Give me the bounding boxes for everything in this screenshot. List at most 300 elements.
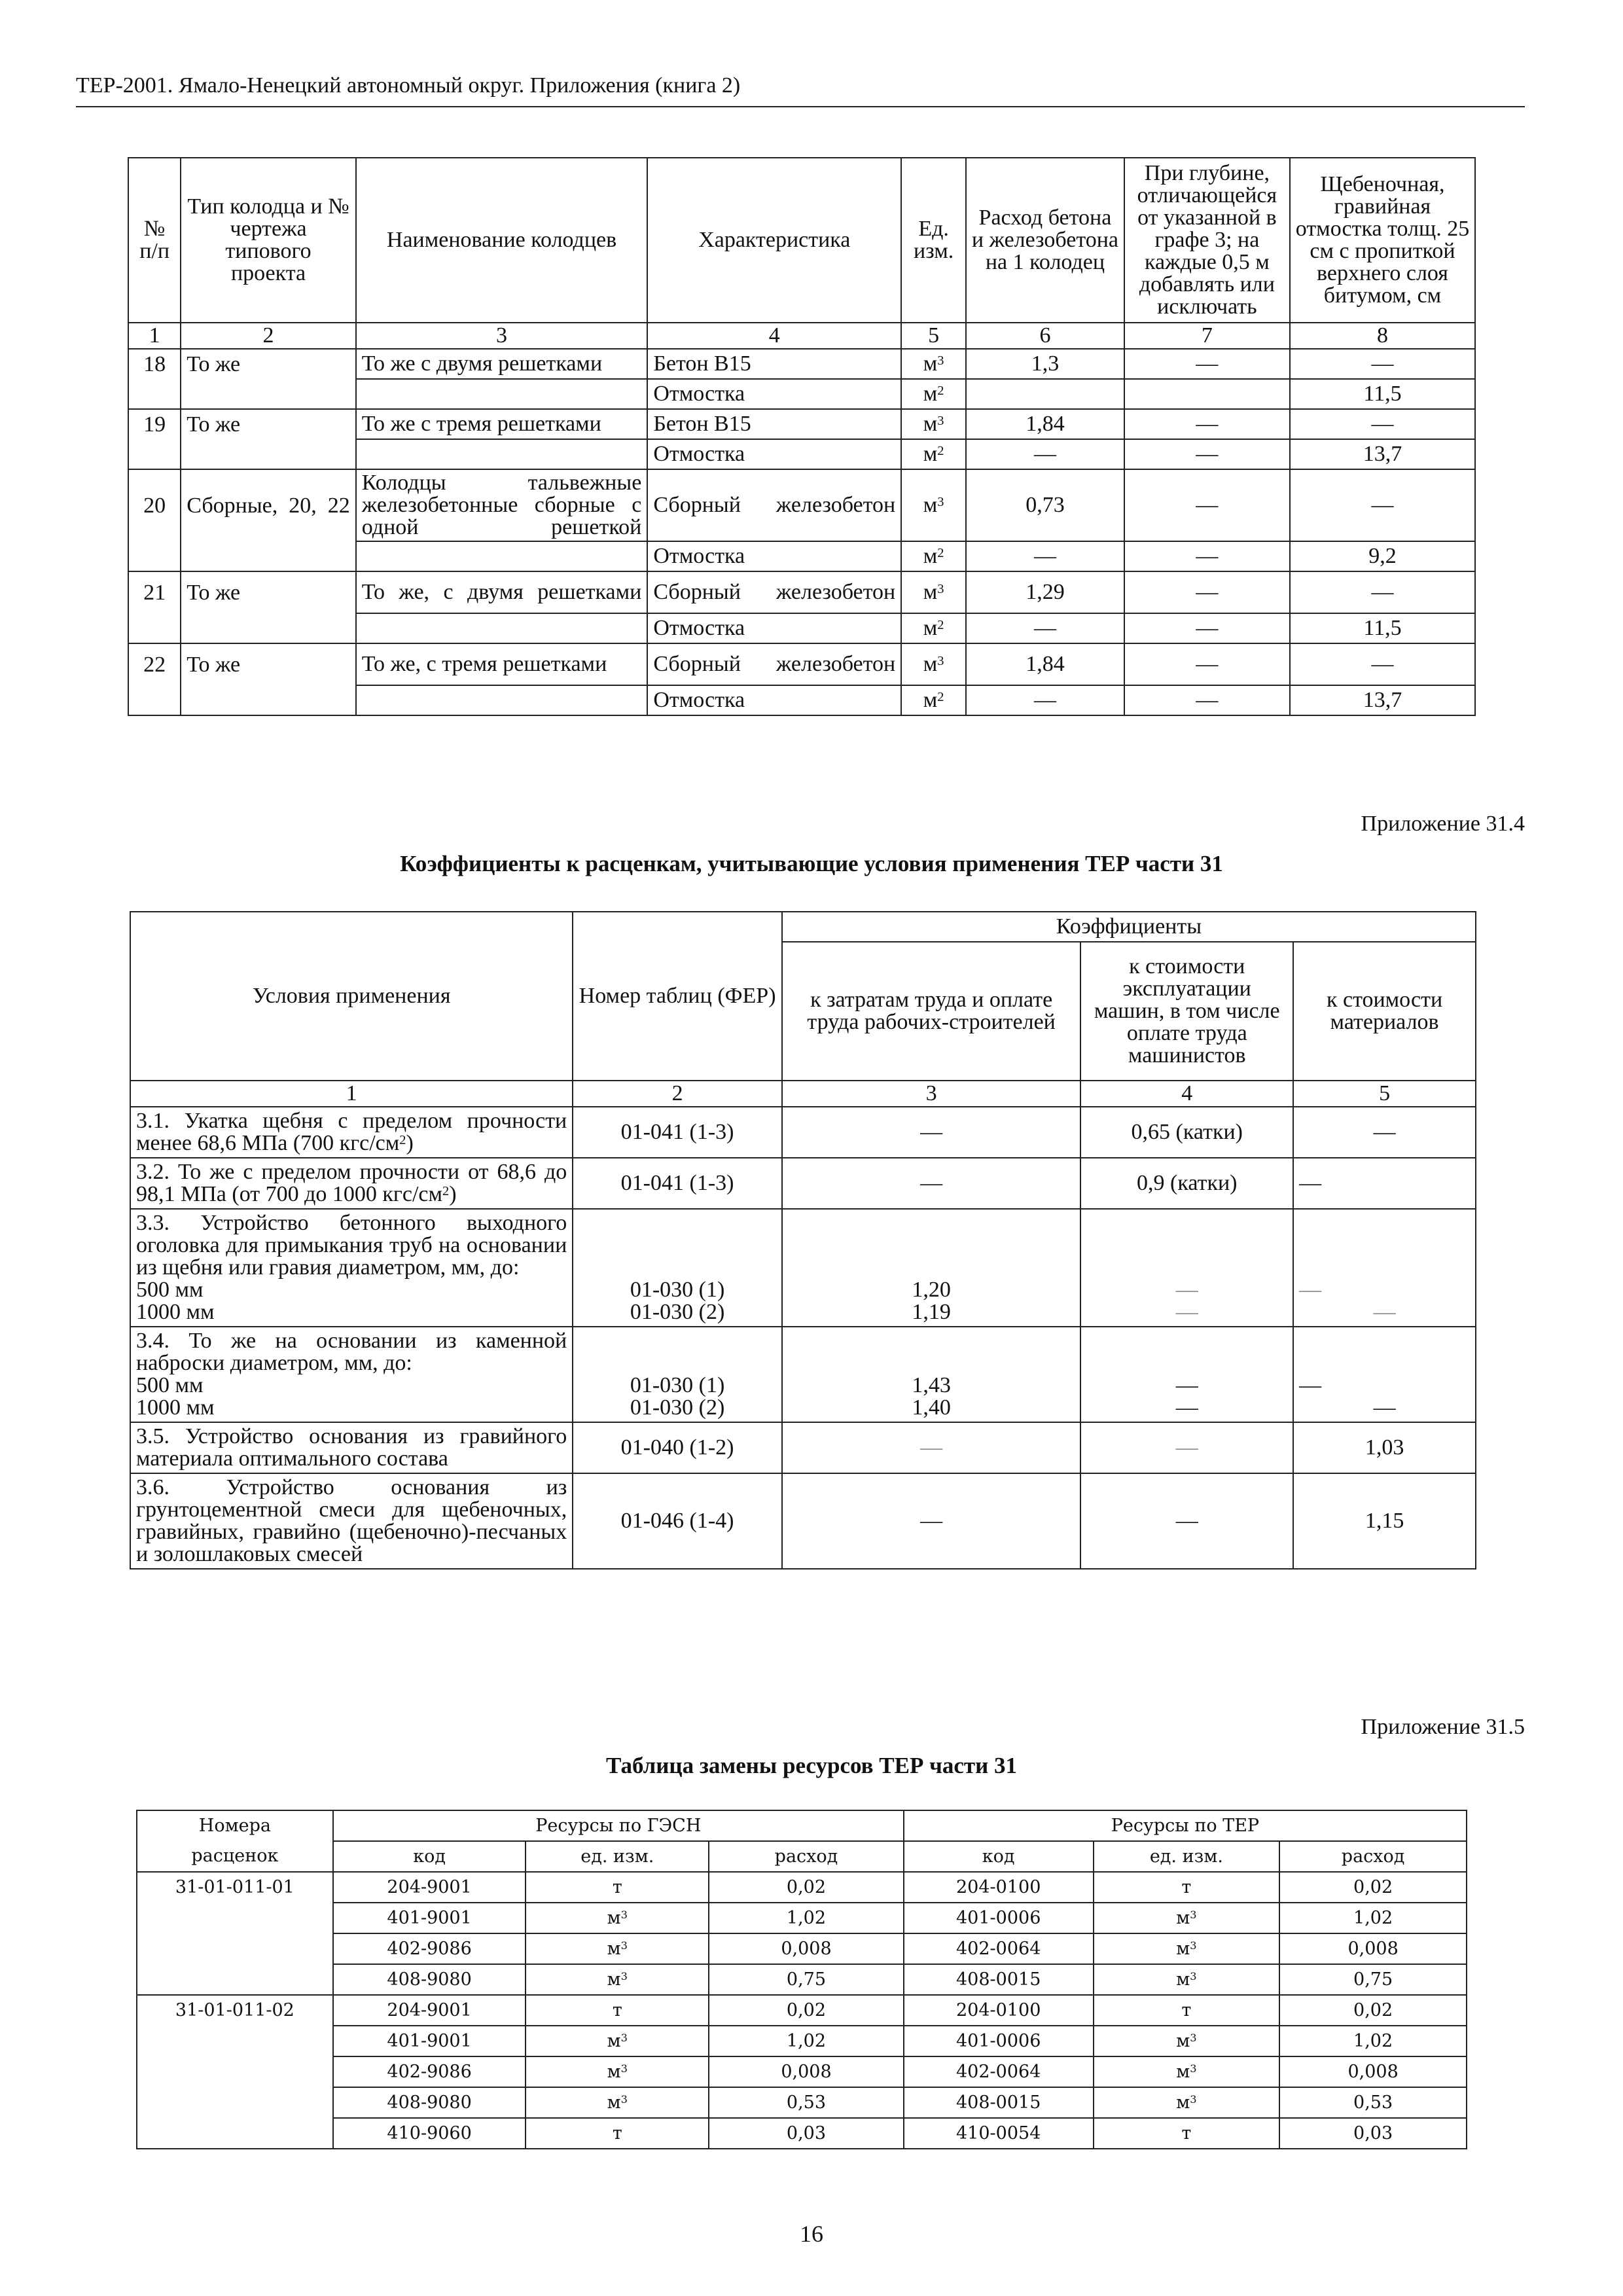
table-row — [137, 2087, 1467, 2118]
rate-number-empty — [137, 1964, 333, 1995]
t1-n4: 4 — [647, 323, 901, 349]
ter-unit — [1094, 1995, 1280, 2026]
row-number: 20 — [128, 469, 181, 541]
table-row — [128, 439, 1475, 469]
t1-n2: 2 — [181, 323, 356, 349]
t3-h-gesn: Ресурсы по ГЭСН — [333, 1810, 904, 1841]
unit-text: м — [923, 544, 938, 568]
page-number: 16 — [800, 2221, 823, 2247]
gesn-consumption: 0,02 — [709, 1995, 904, 2026]
appendix-31-4-title: Коэффициенты к расценкам, учитывающие условия применения ТЕР части 31 — [400, 851, 1223, 876]
coef-table — [573, 1327, 782, 1422]
gesn-consumption: 0,008 — [709, 2056, 904, 2087]
sub-value: — — [1299, 1373, 1322, 1397]
depth-adjustment: — — [1124, 613, 1290, 643]
depth-adjustment: — — [1124, 571, 1290, 613]
table3-body — [137, 1872, 1467, 2149]
characteristic: Отмостка — [647, 685, 901, 715]
running-header: ТЕР-2001. Ямало-Ненецкий автономный округ. Приложения (книга 2) — [76, 73, 741, 98]
sub-value: 01-030 (1) — [630, 1373, 725, 1397]
sub-value: 01-030 (2) — [630, 1300, 725, 1324]
table-row — [130, 1473, 1476, 1569]
well-type: То же — [181, 409, 356, 439]
unit — [901, 571, 966, 613]
condition-end: ) — [406, 1131, 414, 1155]
table-row — [128, 541, 1475, 571]
condition-sub: 1000 мм — [136, 1300, 215, 1324]
gesn-unit — [526, 1995, 709, 2026]
gesn-consumption: 0,02 — [709, 1872, 904, 1903]
t1-h-name: Наименование колодцев — [356, 158, 648, 323]
coef-table: 01-041 (1-3) — [573, 1158, 782, 1209]
unit — [901, 685, 966, 715]
depth-adjustment: — — [1124, 541, 1290, 571]
coef-labor: — — [782, 1422, 1080, 1473]
ter-code: 408-0015 — [904, 1964, 1094, 1995]
t3-h-ter: Ресурсы по ТЕР — [904, 1810, 1467, 1841]
unit-exponent: 3 — [937, 353, 944, 368]
gravel-blind-area: 9,2 — [1290, 541, 1475, 571]
coef-labor — [782, 1209, 1080, 1327]
unit-text: т — [612, 2123, 622, 2144]
unit-exponent: 3 — [1190, 2032, 1197, 2045]
table-row — [128, 349, 1475, 379]
sub-value: — — [1175, 1278, 1198, 1302]
table-row — [130, 1107, 1476, 1158]
well-name: Колодцы тальвежные железобетонные сборные с одной решеткой — [356, 469, 648, 541]
t1-n1: 1 — [128, 323, 181, 349]
concrete-consumption: — — [966, 613, 1124, 643]
t1-h-type: Тип колодца и № чертежа типового проекта — [181, 158, 356, 323]
t1-h-char: Характеристика — [647, 158, 901, 323]
table2-body — [130, 1107, 1476, 1569]
gravel-blind-area: 13,7 — [1290, 439, 1475, 469]
gesn-code: 204-9001 — [333, 1995, 526, 2026]
ter-code: 410-0054 — [904, 2118, 1094, 2149]
gesn-unit — [526, 1872, 709, 1903]
unit-exponent: 2 — [937, 617, 944, 632]
unit — [901, 541, 966, 571]
condition — [130, 1422, 573, 1473]
t2-n3: 3 — [782, 1081, 1080, 1107]
rate-number-empty — [137, 2118, 333, 2149]
ter-code: 401-0006 — [904, 1903, 1094, 1933]
t1-h-unit: Ед. изм. — [901, 158, 966, 323]
unit-text: м — [923, 493, 938, 517]
coef-materials: 1,15 — [1293, 1473, 1476, 1569]
condition — [130, 1327, 573, 1422]
gesn-code: 204-9001 — [333, 1872, 526, 1903]
coef-labor — [782, 1327, 1080, 1422]
condition-text: 3.6. Устройство основания из грунтоцементной смеси для щебеночных, гравийных, гравийно (щебеночно)-песчаных и золошлаковых смесей — [136, 1475, 567, 1566]
gravel-blind-area: — — [1290, 643, 1475, 685]
depth-adjustment: — — [1124, 469, 1290, 541]
well-name-empty — [356, 379, 648, 409]
t2-n4: 4 — [1080, 1081, 1293, 1107]
gesn-code: 401-9001 — [333, 1903, 526, 1933]
gesn-code: 402-9086 — [333, 2056, 526, 2087]
row-number-empty — [128, 379, 181, 409]
unit-text: м — [607, 1938, 621, 1959]
gravel-blind-area: — — [1290, 571, 1475, 613]
rate-number-empty — [137, 1903, 333, 1933]
unit — [901, 349, 966, 379]
unit-exponent: 3 — [937, 581, 944, 596]
rate-number: 31-01-011-01 — [137, 1872, 333, 1903]
t3-h-gesn-unit: ед. изм. — [526, 1841, 709, 1872]
coef-table: 01-041 (1-3) — [573, 1107, 782, 1158]
unit-exponent: 3 — [1190, 1970, 1197, 1983]
row-number: 18 — [128, 349, 181, 379]
well-type: То же — [181, 643, 356, 685]
ter-consumption: 0,03 — [1279, 2118, 1467, 2149]
sub-value: — — [1373, 1300, 1396, 1324]
sub-value: — — [1175, 1395, 1198, 1420]
unit — [901, 643, 966, 685]
table-row — [128, 571, 1475, 613]
gesn-code: 410-9060 — [333, 2118, 526, 2149]
unit-exponent: 2 — [937, 545, 944, 560]
unit — [901, 613, 966, 643]
table-row — [137, 2056, 1467, 2087]
table-row — [137, 1933, 1467, 1964]
gravel-blind-area: — — [1290, 349, 1475, 379]
well-name: То же с тремя решетками — [356, 409, 648, 439]
table-row — [130, 1422, 1476, 1473]
t2-h-materials: к стоимости материалов — [1293, 942, 1476, 1081]
condition-exponent: 2 — [442, 1183, 450, 1198]
gesn-code: 408-9080 — [333, 2087, 526, 2118]
well-type: То же — [181, 349, 356, 379]
ter-code: 402-0064 — [904, 2056, 1094, 2087]
coef-materials: 1,03 — [1293, 1422, 1476, 1473]
gesn-unit — [526, 2087, 709, 2118]
table-row — [128, 469, 1475, 541]
coef-materials: — — [1293, 1158, 1476, 1209]
table-row — [137, 1903, 1467, 1933]
sub-value: 01-030 (2) — [630, 1395, 725, 1420]
condition-text: 3.3. Устройство бетонного выходного оголовка для примыкания труб на основании из щебня или гравия диаметром, мм, до: — [136, 1211, 567, 1280]
t3-h-ter-code: код — [904, 1841, 1094, 1872]
coefficients-table — [130, 911, 1476, 1570]
t3-h-gesn-cons: расход — [709, 1841, 904, 1872]
concrete-consumption: — — [966, 439, 1124, 469]
unit-exponent: 2 — [937, 689, 944, 704]
row-number: 21 — [128, 571, 181, 613]
coef-machines: — — [1080, 1473, 1293, 1569]
unit-text: т — [1181, 2000, 1192, 2020]
characteristic: Бетон В15 — [647, 409, 901, 439]
well-name-empty — [356, 613, 648, 643]
gravel-blind-area: 11,5 — [1290, 379, 1475, 409]
row-number-empty — [128, 541, 181, 571]
depth-adjustment: — — [1124, 643, 1290, 685]
sub-value: — — [1373, 1395, 1396, 1420]
ter-unit — [1094, 2056, 1280, 2087]
wells-table — [128, 157, 1476, 716]
t2-h-coefficients: Коэффициенты — [782, 912, 1476, 942]
unit-exponent: 3 — [620, 1970, 628, 1983]
coef-materials — [1293, 1209, 1476, 1327]
coef-table: 01-046 (1-4) — [573, 1473, 782, 1569]
ter-unit — [1094, 2026, 1280, 2056]
unit-exponent: 2 — [937, 383, 944, 398]
unit-exponent: 3 — [1190, 2093, 1197, 2106]
rate-number-empty — [137, 2087, 333, 2118]
header-rule — [76, 106, 1525, 107]
ter-code: 204-0100 — [904, 1872, 1094, 1903]
gesn-code: 402-9086 — [333, 1933, 526, 1964]
unit-exponent: 3 — [937, 494, 944, 509]
concrete-consumption — [966, 379, 1124, 409]
ter-consumption: 0,008 — [1279, 1933, 1467, 1964]
condition-text: 3.1. Укатка щебня с пределом прочности менее 68,6 МПа (700 кгс/см — [136, 1109, 567, 1155]
gesn-consumption: 0,03 — [709, 2118, 904, 2149]
coef-machines — [1080, 1327, 1293, 1422]
t3-h-ter-cons: расход — [1279, 1841, 1467, 1872]
ter-consumption: 0,02 — [1279, 1872, 1467, 1903]
depth-adjustment — [1124, 379, 1290, 409]
ter-unit — [1094, 1964, 1280, 1995]
well-type-empty — [181, 613, 356, 643]
gesn-unit — [526, 2056, 709, 2087]
gesn-unit — [526, 2026, 709, 2056]
table-row — [137, 2118, 1467, 2149]
unit-exponent: 3 — [1190, 2062, 1197, 2075]
characteristic: Сборный железобетон — [647, 571, 901, 613]
unit-text: м — [923, 382, 938, 406]
ter-consumption: 0,008 — [1279, 2056, 1467, 2087]
ter-unit — [1094, 2118, 1280, 2149]
depth-adjustment: — — [1124, 685, 1290, 715]
unit-text: м — [1176, 1969, 1190, 1990]
depth-adjustment: — — [1124, 349, 1290, 379]
t2-h-machines: к стоимости эксплуатации машин, в том числе оплате труда машинистов — [1080, 942, 1293, 1081]
rate-number-empty — [137, 1933, 333, 1964]
appendix-31-4-label: Приложение 31.4 — [1361, 812, 1525, 836]
unit-text: т — [612, 2000, 622, 2020]
unit — [901, 379, 966, 409]
unit-text: м — [607, 2092, 621, 2113]
ter-consumption: 0,53 — [1279, 2087, 1467, 2118]
row-number-empty — [128, 613, 181, 643]
sub-value: 1,40 — [912, 1395, 951, 1420]
gesn-unit — [526, 1903, 709, 1933]
ter-code: 401-0006 — [904, 2026, 1094, 2056]
unit-text: м — [923, 652, 938, 676]
unit-text: м — [1176, 2061, 1190, 2082]
table-row — [128, 409, 1475, 439]
well-type-empty — [181, 685, 356, 715]
t1-n7: 7 — [1124, 323, 1290, 349]
unit — [901, 439, 966, 469]
table-row — [130, 1209, 1476, 1327]
ter-unit — [1094, 2087, 1280, 2118]
sub-value: 1,19 — [912, 1300, 951, 1324]
well-type-empty — [181, 541, 356, 571]
t1-h-gravel: Щебеночная, гравийная отмостка толщ. 25 см с пропиткой верхнего слоя битумом, см — [1290, 158, 1475, 323]
t1-n5: 5 — [901, 323, 966, 349]
unit-exponent: 3 — [1190, 1909, 1197, 1922]
gravel-blind-area: 11,5 — [1290, 613, 1475, 643]
condition — [130, 1107, 573, 1158]
row-number: 19 — [128, 409, 181, 439]
coef-table: 01-040 (1-2) — [573, 1422, 782, 1473]
unit-exponent: 2 — [937, 443, 944, 458]
ter-code: 402-0064 — [904, 1933, 1094, 1964]
concrete-consumption: — — [966, 541, 1124, 571]
gesn-consumption: 0,008 — [709, 1933, 904, 1964]
unit-text: м — [923, 412, 938, 436]
table-row — [128, 613, 1475, 643]
unit-exponent: 3 — [620, 2062, 628, 2075]
well-type-empty — [181, 439, 356, 469]
gesn-consumption: 0,75 — [709, 1964, 904, 1995]
sub-value: 01-030 (1) — [630, 1278, 725, 1302]
condition-sub: 500 мм — [136, 1278, 204, 1302]
appendix-31-5-title: Таблица замены ресурсов ТЕР части 31 — [606, 1753, 1017, 1778]
unit-text: т — [1181, 2123, 1192, 2144]
table-row — [137, 1964, 1467, 1995]
condition-text: 3.2. То же с пределом прочности от 68,6 до 98,1 МПа (от 700 до 1000 кгс/см — [136, 1160, 567, 1206]
unit-text: м — [923, 580, 938, 604]
table-row — [137, 1995, 1467, 2026]
unit-text: м — [923, 442, 938, 466]
characteristic: Отмостка — [647, 439, 901, 469]
ter-code: 408-0015 — [904, 2087, 1094, 2118]
concrete-consumption: — — [966, 685, 1124, 715]
t2-h-tables: Номер таблиц (ФЕР) — [573, 912, 782, 1081]
gravel-blind-area: 13,7 — [1290, 685, 1475, 715]
unit-text: т — [612, 1876, 622, 1897]
t2-h-conditions: Условия применения — [130, 912, 573, 1081]
condition — [130, 1158, 573, 1209]
well-name-empty — [356, 439, 648, 469]
unit-text: м — [607, 1907, 621, 1928]
condition — [130, 1209, 573, 1327]
concrete-consumption: 1,84 — [966, 643, 1124, 685]
rate-number-empty — [137, 2056, 333, 2087]
gesn-consumption: 0,53 — [709, 2087, 904, 2118]
gesn-unit — [526, 2118, 709, 2149]
ter-unit — [1094, 1872, 1280, 1903]
table-row — [137, 2026, 1467, 2056]
coef-machines: 0,9 (катки) — [1080, 1158, 1293, 1209]
well-type: То же — [181, 571, 356, 613]
gravel-blind-area: — — [1290, 469, 1475, 541]
gravel-blind-area: — — [1290, 409, 1475, 439]
unit-text: м — [923, 616, 938, 640]
table1-number-row — [128, 323, 1475, 349]
ter-code: 204-0100 — [904, 1995, 1094, 2026]
concrete-consumption: 1,84 — [966, 409, 1124, 439]
sub-value: — — [1175, 1300, 1198, 1324]
characteristic: Отмостка — [647, 379, 901, 409]
unit-text: м — [1176, 1907, 1190, 1928]
table-row — [130, 1327, 1476, 1422]
coef-labor: — — [782, 1158, 1080, 1209]
sub-value: 1,20 — [912, 1278, 951, 1302]
row-number-empty — [128, 685, 181, 715]
table-row — [128, 685, 1475, 715]
condition-sub: 1000 мм — [136, 1395, 215, 1420]
unit-text: м — [923, 688, 938, 712]
table1-header-row — [128, 158, 1475, 323]
unit-exponent: 3 — [620, 2093, 628, 2106]
characteristic: Сборный железобетон — [647, 643, 901, 685]
gesn-unit — [526, 1964, 709, 1995]
t2-n1: 1 — [130, 1081, 573, 1107]
coef-machines: — — [1080, 1422, 1293, 1473]
well-type: Сборные, 20, 22 — [181, 469, 356, 541]
table-row — [130, 1158, 1476, 1209]
characteristic: Отмостка — [647, 541, 901, 571]
coef-machines: 0,65 (катки) — [1080, 1107, 1293, 1158]
gesn-consumption: 1,02 — [709, 1903, 904, 1933]
row-number: 22 — [128, 643, 181, 685]
gesn-code: 408-9080 — [333, 1964, 526, 1995]
table-row — [128, 643, 1475, 685]
t1-n6: 6 — [966, 323, 1124, 349]
ter-consumption: 1,02 — [1279, 1903, 1467, 1933]
unit-exponent: 3 — [1190, 1939, 1197, 1952]
unit-text: м — [607, 1969, 621, 1990]
t1-n8: 8 — [1290, 323, 1475, 349]
t1-h-depth: При глубине, отличающейся от указанной в графе 3; на каждые 0,5 м добавлять или исключать — [1124, 158, 1290, 323]
t3-h-numbers-top: Номера — [137, 1810, 333, 1841]
table1-body — [128, 349, 1475, 715]
coef-labor: — — [782, 1107, 1080, 1158]
rate-number-empty — [137, 2026, 333, 2056]
t1-n3: 3 — [356, 323, 648, 349]
t3-h-gesn-code: код — [333, 1841, 526, 1872]
depth-adjustment: — — [1124, 409, 1290, 439]
condition — [130, 1473, 573, 1569]
well-name-empty — [356, 685, 648, 715]
gesn-unit — [526, 1933, 709, 1964]
well-name: То же с двумя решетками — [356, 349, 648, 379]
ter-unit — [1094, 1903, 1280, 1933]
characteristic: Бетон В15 — [647, 349, 901, 379]
unit-exponent: 3 — [620, 2032, 628, 2045]
t2-number-row — [130, 1081, 1476, 1107]
sub-value: 1,43 — [912, 1373, 951, 1397]
concrete-consumption: 1,29 — [966, 571, 1124, 613]
coef-materials: — — [1293, 1107, 1476, 1158]
coef-machines — [1080, 1209, 1293, 1327]
concrete-consumption: 1,3 — [966, 349, 1124, 379]
t2-n2: 2 — [573, 1081, 782, 1107]
unit-text: м — [1176, 1938, 1190, 1959]
row-number-empty — [128, 439, 181, 469]
ter-consumption: 0,75 — [1279, 1964, 1467, 1995]
ter-unit — [1094, 1933, 1280, 1964]
characteristic: Отмостка — [647, 613, 901, 643]
table-row — [128, 379, 1475, 409]
t1-h-num: № п/п — [128, 158, 181, 323]
gesn-code: 401-9001 — [333, 2026, 526, 2056]
coef-materials — [1293, 1327, 1476, 1422]
unit-text: м — [1176, 2092, 1190, 2113]
sub-value: — — [1175, 1373, 1198, 1397]
table-row — [137, 1872, 1467, 1903]
appendix-31-5-label: Приложение 31.5 — [1361, 1715, 1525, 1739]
unit-text: м — [923, 351, 938, 376]
coef-labor: — — [782, 1473, 1080, 1569]
depth-adjustment: — — [1124, 439, 1290, 469]
unit — [901, 469, 966, 541]
coef-table — [573, 1209, 782, 1327]
